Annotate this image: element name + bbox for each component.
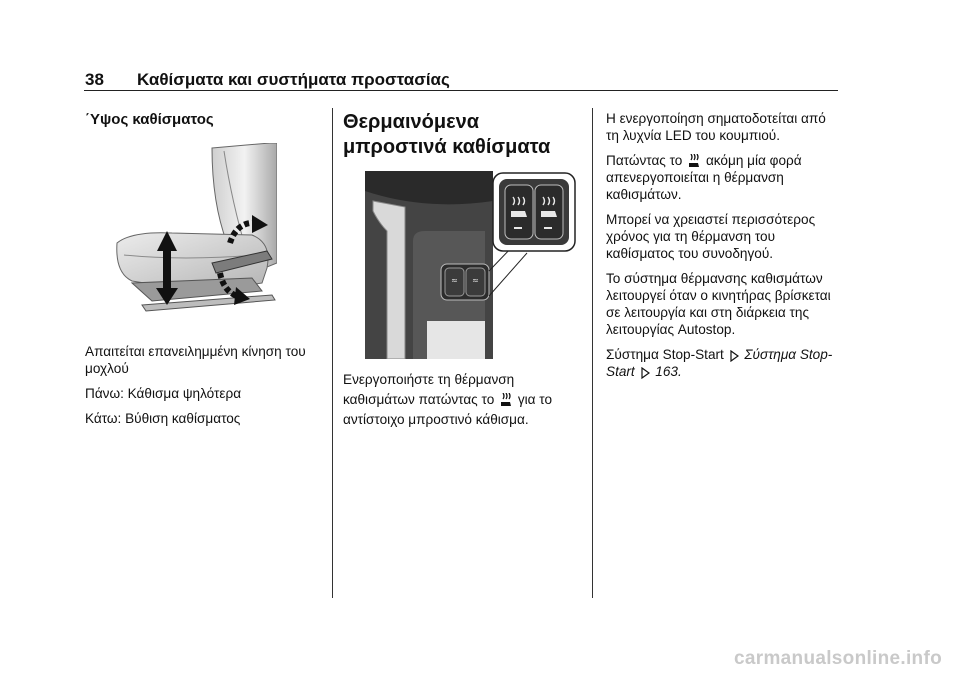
paragraph-led: Η ενεργοποίηση σηματοδοτείται από τη λυχνία LED του κουμπιού. [606,111,826,143]
page-number: 38 [85,70,104,89]
heated-seat-buttons-illustration [365,171,577,359]
watermark: carmanualsonline.info [734,648,942,669]
reference-arrow-icon [641,367,650,379]
seat-heater-icon [500,393,512,407]
svg-text:≈: ≈ [451,276,458,285]
column-seat-height-text [85,343,320,435]
paragraph-passenger: Μπορεί να χρειαστεί περισσότερος χρόνος για τη θέρμανση του καθίσματος του συνοδηγού. [606,212,816,261]
reference-link[interactable]: Σύστημα Stop-Start [606,347,833,379]
column-heated-seats-text [343,370,583,438]
column-divider-2 [592,108,593,598]
column-heated-seats-continued [606,110,841,388]
seat-heater-icon [688,154,700,168]
column-heated-seats-heading [343,110,583,168]
reference-page[interactable]: 163. [655,364,682,379]
paragraph-lever: Απαιτείται επανειλημμένη κίνηση του μοχλού [85,344,306,376]
paragraph-down: Κάτω: Βύθιση καθίσματος [85,411,241,426]
paragraph-autostop: Το σύστημα θέρμανσης καθισμάτων λειτουργεί όταν ο κινητήρας βρίσκεται σε λειτουργία και στη διάρκεια της λειτουργίας Autostop. [606,271,831,337]
page-title: Καθίσματα και συστήματα προστασίας [137,70,450,89]
svg-text:≈: ≈ [472,276,479,285]
page-header [84,60,838,91]
seat-height-illustration [112,143,277,323]
paragraph-activate-b: για το αντίστοιχο μπροστινό κάθισμα. [343,392,553,427]
column-divider-1 [332,108,333,598]
paragraph-deactivate-b: ακόμη μία φορά απενεργοποιείται η θέρμανση καθισμάτων. [606,153,802,202]
paragraph-up: Πάνω: Κάθισμα ψηλότερα [85,386,242,401]
paragraph-deactivate-a: Πατώντας το [606,153,683,168]
section-heading: Θερμαινόμενα μπροστινά καθίσματα [343,111,551,158]
reference-text: Σύστημα Stop-Start [606,347,724,362]
paragraph-activate-a: Ενεργοποιήστε τη θέρμανση καθισμάτων πατώντας το [343,372,515,407]
column-seat-height [85,111,320,128]
reference-arrow-icon [730,350,739,362]
section-subtitle: ΄Υψος καθίσματος [85,111,214,128]
